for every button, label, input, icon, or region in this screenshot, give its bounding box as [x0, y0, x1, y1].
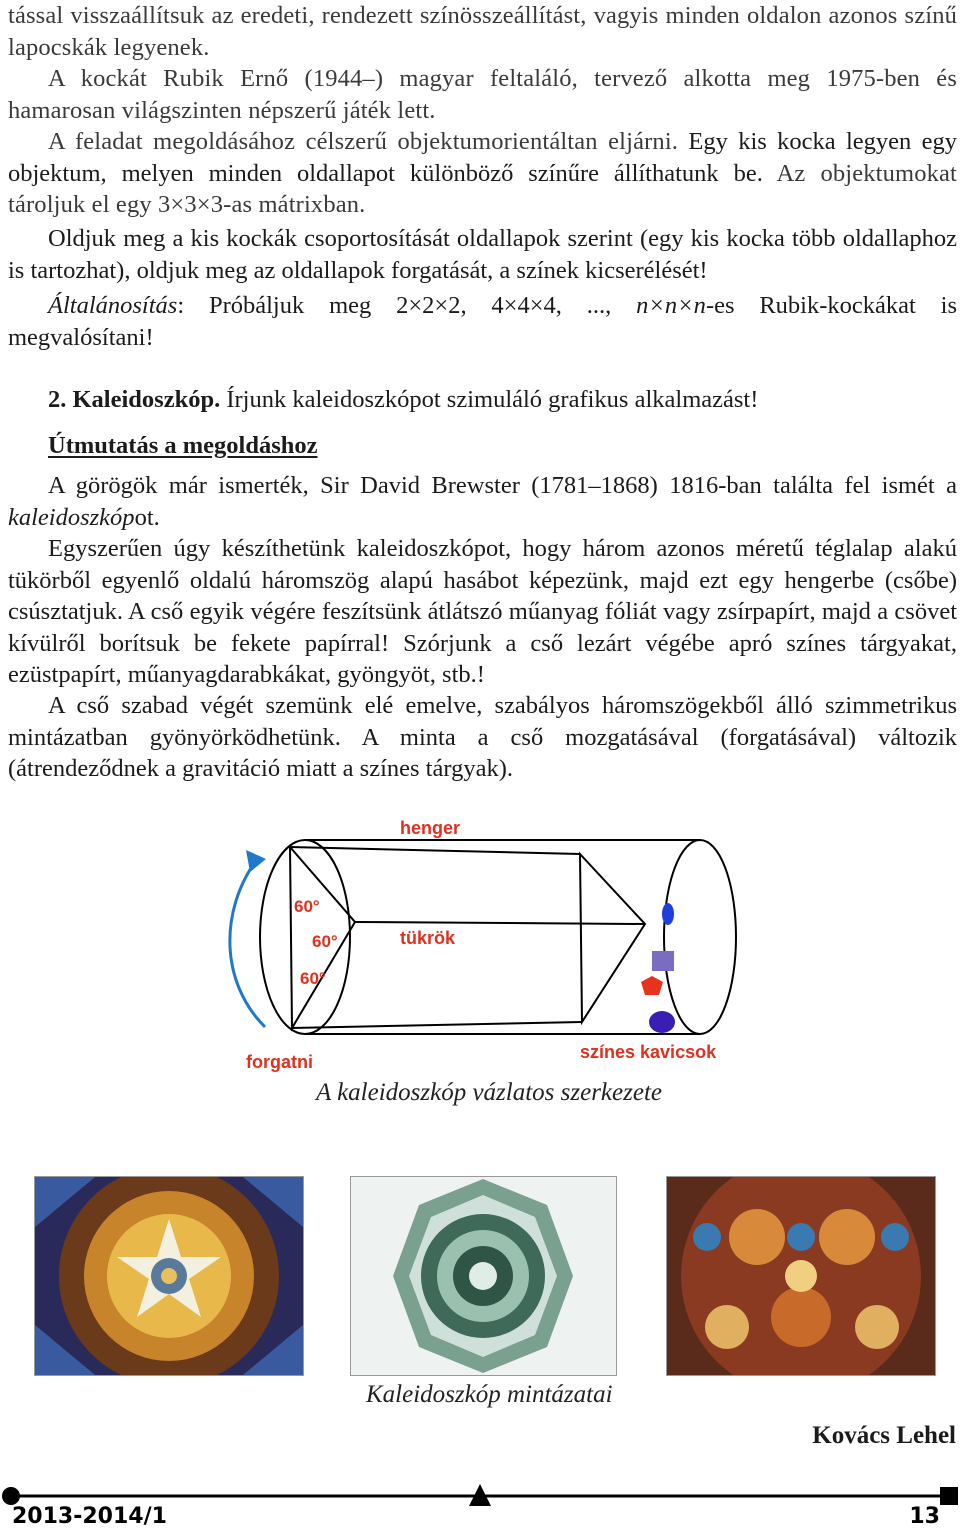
text: Egy kis kocka legyen egy objektum, melyen minden oldallapot különböző színűre állíthatunk be.	[8, 128, 957, 187]
footer-square-icon	[940, 1487, 958, 1505]
text: -es Rubik-kockákat is megvalósítani!	[8, 292, 957, 351]
stone-navy-oval	[649, 1011, 675, 1033]
stone-blue	[662, 903, 674, 925]
text: Az objektumokat tároljuk el egy 3×3×3-as mátrixban.	[8, 159, 957, 218]
footer-page-number: 13	[909, 1504, 940, 1529]
text: kaleidoszkóp	[8, 503, 135, 531]
kaleidoscope-pattern-3	[666, 1176, 936, 1376]
text: A cső szabad végét szemünk elé emelve, szabályos háromszögekből álló szimmetrikus mintázatban gyönyörködhetünk. A minta a cső mozgatásával (forgatásával) változik (átrendeződnek a gravitáció miatt a színes tárgyak).	[8, 692, 957, 782]
mirror-edge-middle	[355, 922, 645, 924]
text: Egyszerűen úgy készíthetünk kaleidoszkópot, hogy három azonos méretű téglalap alakú tükörből egyenlő oldalú háromszög alapú hasábot képezünk, majd ezt egy hengerbe (csőbe) csúsztatjuk. A cső egyik végére feszítsünk átlátszó műanyag fóliát vagy zsírpapírt, majd a csövet kívülről borítsuk be fekete papírral! Szórjunk a cső lezárt végébe apró színes tárgyakat, ezüstpapírt, műanyagdarabkákat, gyöngyöt, stb.!	[8, 535, 957, 688]
cylinder-right-end	[664, 840, 736, 1034]
label-stones: színes kavicsok	[580, 1042, 717, 1062]
paragraph-rubik-end	[8, 0, 957, 63]
paragraph-brewster	[8, 470, 957, 533]
text: A görögök már ismerték, Sir David Brewster (1781–1868) 1816-ban találta fel ismét a	[48, 472, 957, 499]
footer-circle-icon	[2, 1487, 20, 1505]
pattern-3-image	[667, 1177, 935, 1375]
guide-title: Útmutatás a megoldáshoz	[48, 432, 318, 459]
task-title: 2. Kaleidoszkóp.	[48, 386, 221, 413]
task-heading	[48, 384, 758, 416]
generalization-label: Általánosítás	[48, 292, 178, 319]
pattern-1-image	[35, 1177, 303, 1375]
text: A kockát Rubik Ernő (1944–) magyar feltaláló, tervező alkotta meg 1975-ben és hamarosan világszinten népszerű játék lett.	[8, 65, 957, 124]
text: A feladat megoldásához célszerű objektumorientáltan eljárni.	[48, 128, 679, 155]
mirror-prism-back	[580, 854, 645, 1022]
text: : Próbáljuk meg 2×2×2, 4×4×4, ...,	[177, 292, 637, 319]
stone-purple-square	[652, 951, 674, 971]
text: Oldjuk meg a kis kockák csoportosítását oldallapok szerint (egy kis kocka több oldallaphoz is tartozhat), oldjuk meg az oldallapok forgatását, a színek kicserélését!	[8, 225, 957, 284]
footer-issue: 2013-2014/1	[12, 1504, 167, 1529]
label-angle-1: 60°	[294, 897, 320, 916]
paragraph-viewing	[8, 690, 957, 785]
text: n×n×n	[636, 292, 706, 319]
text: ot.	[134, 503, 160, 531]
label-mirrors: tükrök	[400, 928, 456, 948]
kaleidoscope-pattern-2	[350, 1176, 617, 1376]
mirror-edge-bottom	[292, 1022, 582, 1028]
label-cylinder: henger	[400, 818, 461, 838]
label-angle-2: 60°	[312, 932, 338, 951]
gallery-caption: Kaleidoszkóp mintázatai	[366, 1381, 613, 1408]
paragraph-object-oriented	[8, 126, 957, 221]
mirror-edge-top	[290, 847, 580, 854]
paragraph-grouping	[8, 223, 957, 286]
paragraph-rubik-history	[8, 63, 957, 126]
kaleidoscope-pattern-1	[34, 1176, 304, 1376]
pattern-2-image	[351, 1177, 616, 1375]
stone-red-pentagon	[641, 976, 663, 995]
task-text: Írjunk kaleidoszkópot szimuláló grafikus alkalmazást!	[220, 386, 759, 413]
author: Kovács Lehel	[812, 1422, 956, 1449]
paragraph-generalization	[8, 290, 957, 353]
paragraph-construction	[8, 533, 957, 691]
diagram-caption: A kaleidoszkóp vázlatos szerkezete	[316, 1079, 662, 1106]
label-rotate: forgatni	[246, 1052, 313, 1072]
kaleidoscope-diagram	[0, 812, 960, 1102]
label-angle-3: 60°	[300, 969, 326, 988]
text: tással visszaállítsuk az eredeti, rendezett színösszeállítást, vagyis minden oldalon azonos színű lapocskák legyenek.	[8, 2, 957, 61]
